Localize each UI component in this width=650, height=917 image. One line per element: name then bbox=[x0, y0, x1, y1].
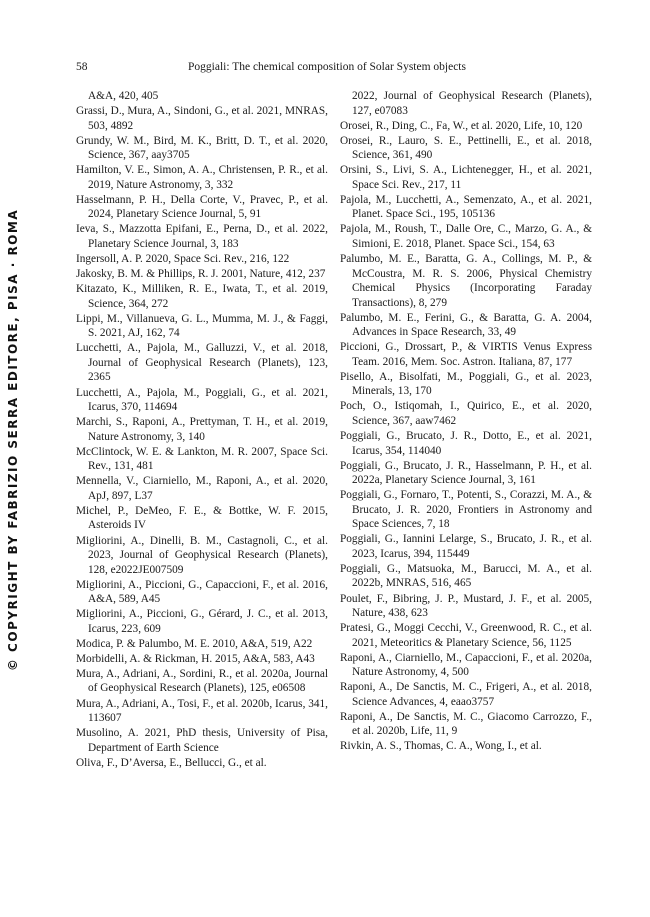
page-header bbox=[0, 61, 650, 77]
reference-entry: Rivkin, A. S., Thomas, C. A., Wong, I., et al. bbox=[340, 740, 542, 753]
reference-entry: Poch, O., Istiqomah, I., Quirico, E., et al. 2020, Science, 367, aaw7462 bbox=[340, 400, 592, 427]
reference-entry: Orosei, R., Lauro, S. E., Pettinelli, E., et al. 2018, Science, 361, 490 bbox=[340, 134, 592, 162]
reference-entry: Hamilton, V. E., Simon, A. A., Christensen, P. R., et al. 2019, Nature Astronomy, 3, 332 bbox=[76, 164, 328, 191]
reference-entry: Orosei, R., Ding, C., Fa, W., et al. 2020, Life, 10, 120 bbox=[340, 119, 583, 132]
reference-entry: Grassi, D., Mura, A., Sindoni, G., et al. 2021, MNRAS, 503, 4892 bbox=[76, 105, 328, 132]
reference-entry: Mennella, V., Ciarniello, M., Raponi, A., et al. 2020, ApJ, 897, L37 bbox=[76, 475, 328, 502]
side-copyright-notice: © COPYRIGHT BY FABRIZIO SERRA EDITORE, PISA · ROMA bbox=[6, 208, 20, 672]
reference-entry: Lippi, M., Villanueva, G. L., Mumma, M. J., & Faggi, S. 2021, AJ, 162, 74 bbox=[76, 312, 328, 340]
reference-entry: Mura, A., Adriani, A., Sordini, R., et al. 2020a, Journal of Geophysical Research (Planets), 125, e06508 bbox=[76, 667, 328, 695]
reference-entry: Piccioni, G., Drossart, P., & VIRTIS Venus Express Team. 2016, Mem. Soc. Astron. Italiana, 87, 177 bbox=[340, 341, 592, 368]
reference-entry: Palumbo, M. E., Ferini, G., & Baratta, G. A. 2004, Advances in Space Research, 33, 49 bbox=[340, 311, 592, 339]
reference-entry: A&A, 420, 405 bbox=[88, 90, 159, 102]
reference-entry: Michel, P., DeMeo, F. E., & Bottke, W. F. 2015, Asteroids IV bbox=[76, 504, 328, 532]
reference-entry: Orsini, S., Livi, S. A., Lichtenegger, H., et al. 2021, Space Sci. Rev., 217, 11 bbox=[340, 164, 592, 191]
references-right-column bbox=[340, 89, 592, 755]
reference-entry: Pratesi, G., Moggi Cecchi, V., Greenwood, R. C., et al. 2021, Meteoritics & Planetary Science, 56, 1125 bbox=[340, 622, 592, 649]
reference-entry: Poggiali, G., Fornaro, T., Potenti, S., Corazzi, M. A., & Brucato, J. R. 2020, Frontiers in Astronomy and Space Sciences, 7, 18 bbox=[340, 489, 592, 531]
reference-entry: Poggiali, G., Matsuoka, M., Barucci, M. A., et al. 2022b, MNRAS, 516, 465 bbox=[340, 562, 592, 590]
references-left-column bbox=[76, 89, 328, 771]
reference-entry: Palumbo, M. E., Baratta, G. A., Collings, M. P., & McCoustra, M. R. S. 2006, Physical Chemistry Chemical Physics (Incorporating Faraday Transactions), 8, 279 bbox=[340, 253, 592, 309]
reference-entry: Jakosky, B. M. & Phillips, R. J. 2001, Nature, 412, 237 bbox=[76, 268, 326, 281]
reference-entry: Marchi, S., Raponi, A., Prettyman, T. H., et al. 2019, Nature Astronomy, 3, 140 bbox=[76, 416, 328, 443]
reference-entry: Ieva, S., Mazzotta Epifani, E., Perna, D., et al. 2022, Planetary Science Journal, 3, 183 bbox=[76, 223, 328, 250]
reference-entry: Lucchetti, A., Pajola, M., Galluzzi, V., et al. 2018, Journal of Geophysical Research (Planets), 123, 2365 bbox=[76, 342, 328, 384]
reference-entry: 2022, Journal of Geophysical Research (Planets), 127, e07083 bbox=[352, 90, 592, 117]
reference-entry: Migliorini, A., Piccioni, G., Capaccioni, F., et al. 2016, A&A, 589, A45 bbox=[76, 578, 328, 606]
reference-entry: Poggiali, G., Brucato, J. R., Dotto, E., et al. 2021, Icarus, 354, 114040 bbox=[340, 430, 592, 457]
reference-entry: Ingersoll, A. P. 2020, Space Sci. Rev., 216, 122 bbox=[76, 253, 290, 266]
reference-entry: Migliorini, A., Dinelli, B. M., Castagnoli, C., et al. 2023, Journal of Geophysical Research (Planets), 128, e2022JE007509 bbox=[76, 534, 328, 576]
reference-entry: Raponi, A., De Sanctis, M. C., Giacomo Carrozzo, F., et al. 2020b, Life, 11, 9 bbox=[340, 710, 592, 738]
reference-entry: Kitazato, K., Milliken, R. E., Iwata, T., et al. 2019, Science, 364, 272 bbox=[76, 283, 328, 310]
reference-entry: Migliorini, A., Piccioni, G., Gérard, J. C., et al. 2013, Icarus, 223, 609 bbox=[76, 608, 328, 635]
reference-entry: Hasselmann, P. H., Della Corte, V., Pravec, P., et al. 2024, Planetary Science Journal, 5, 91 bbox=[76, 193, 328, 221]
reference-entry: Lucchetti, A., Pajola, M., Poggiali, G., et al. 2021, Icarus, 370, 114694 bbox=[76, 386, 328, 414]
reference-entry: Pajola, M., Lucchetti, A., Semenzato, A., et al. 2021, Planet. Space Sci., 195, 105136 bbox=[340, 193, 592, 221]
reference-entry: Pajola, M., Roush, T., Dalle Ore, C., Marzo, G. A., & Simioni, E. 2018, Planet. Space Sci., 154, 63 bbox=[340, 223, 592, 250]
running-head: Poggiali: The chemical composition of Solar System objects bbox=[188, 61, 466, 73]
page-number: 58 bbox=[76, 61, 88, 73]
reference-entry: Grundy, W. M., Bird, M. K., Britt, D. T., et al. 2020, Science, 367, aay3705 bbox=[76, 134, 328, 162]
reference-entry: Mura, A., Adriani, A., Tosi, F., et al. 2020b, Icarus, 341, 113607 bbox=[76, 697, 328, 725]
reference-entry: Poggiali, G., Brucato, J. R., Hasselmann, P. H., et al. 2022a, Planetary Science Journal, 3, 161 bbox=[340, 459, 592, 487]
reference-entry: Raponi, A., De Sanctis, M. C., Frigeri, A., et al. 2018, Science Advances, 4, eaao3757 bbox=[340, 681, 592, 708]
reference-entry: Musolino, A. 2021, PhD thesis, University of Pisa, Department of Earth Science bbox=[76, 727, 328, 754]
reference-entry: Poggiali, G., Iannini Lelarge, S., Brucato, J. R., et al. 2023, Icarus, 394, 115449 bbox=[340, 533, 592, 560]
reference-entry: Raponi, A., Ciarniello, M., Capaccioni, F., et al. 2020a, Nature Astronomy, 4, 500 bbox=[340, 651, 592, 679]
reference-entry: Pisello, A., Bisolfati, M., Poggiali, G., et al. 2023, Minerals, 13, 170 bbox=[340, 370, 592, 398]
reference-entry: Poulet, F., Bibring, J. P., Mustard, J. F., et al. 2005, Nature, 438, 623 bbox=[340, 592, 592, 619]
reference-entry: Oliva, F., D’Aversa, E., Bellucci, G., et al. bbox=[76, 756, 267, 769]
reference-entry: McClintock, W. E. & Lankton, M. R. 2007, Space Sci. Rev., 131, 481 bbox=[76, 445, 328, 473]
reference-entry: Morbidelli, A. & Rickman, H. 2015, A&A, 583, A43 bbox=[76, 652, 315, 665]
reference-entry: Modica, P. & Palumbo, M. E. 2010, A&A, 519, A22 bbox=[76, 637, 313, 650]
